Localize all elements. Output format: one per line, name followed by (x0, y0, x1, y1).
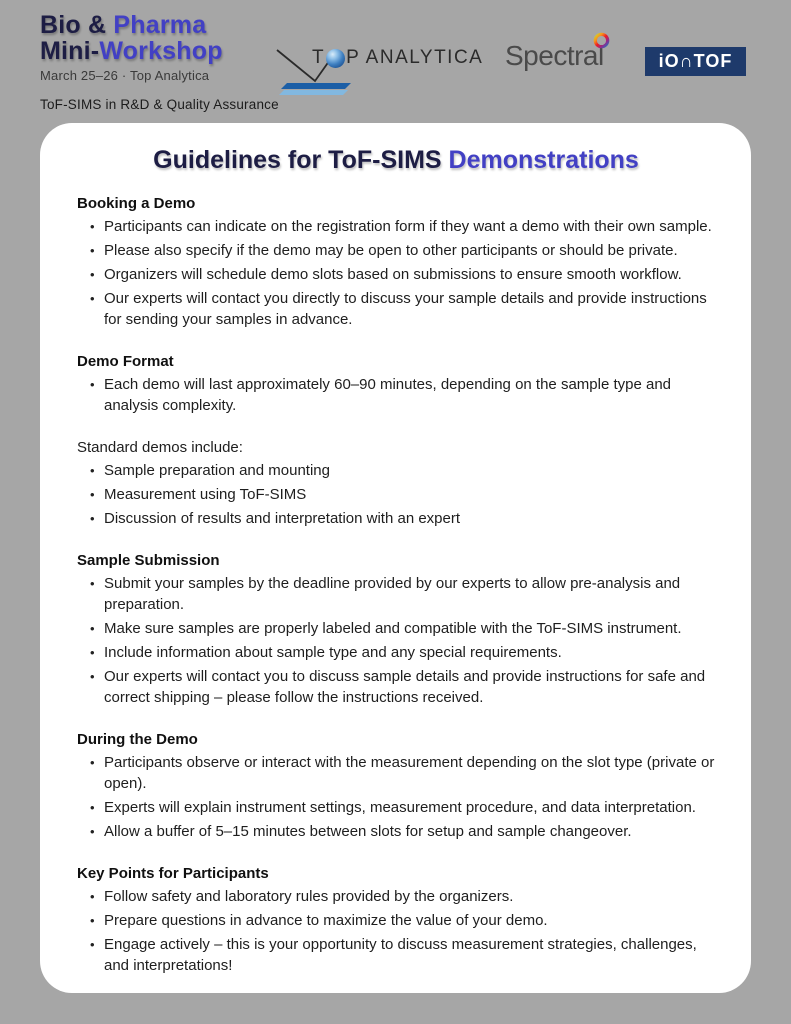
bullet-item: • Discussion of results and interpretation with an expert (77, 508, 715, 529)
document-section (77, 193, 715, 330)
bullet-item: • Our experts will contact you directly to discuss your sample details and provide instructions for sending your samples in advance. (77, 288, 715, 330)
workshop-title-line2-accent: Workshop (99, 37, 223, 65)
document-section (77, 863, 715, 976)
top-analytica-rest: P ANALYTICA (346, 47, 484, 68)
workshop-title-line1-accent: Pharma (113, 11, 207, 39)
bullet-item: • Allow a buffer of 5–15 minutes between slots for setup and sample changeover. (77, 821, 715, 842)
bullet-item: • Include information about sample type and any special requirements. (77, 642, 715, 663)
bullet-item: • Follow safety and laboratory rules provided by the organizers. (77, 886, 715, 907)
bullet-item: • Please also specify if the demo may be open to other participants or should be private. (77, 240, 715, 261)
section-heading: Key Points for Participants (77, 865, 269, 882)
page-title-accent: Demonstrations (448, 146, 639, 174)
section-intro: Standard demos include: (77, 439, 243, 456)
section-heading: Booking a Demo (77, 195, 196, 212)
iontof-wordmark: iO∩TOF (658, 51, 733, 71)
document-section (77, 729, 715, 842)
rainbow-ring-icon (593, 32, 610, 49)
workshop-date-venue: March 25–26 · Top Analytica (40, 68, 210, 83)
spectral-wordmark-stem: Spectra (505, 40, 598, 71)
document-section (77, 437, 715, 529)
section-heading: During the Demo (77, 731, 198, 748)
iontof-logo (645, 47, 746, 76)
bullet-list (77, 886, 715, 976)
page-header (0, 0, 791, 123)
bullet-item: • Experts will explain instrument settings, measurement procedure, and data interpretation. (77, 797, 715, 818)
bullet-list (77, 573, 715, 708)
spectral-logo (505, 40, 604, 72)
sphere-o-icon (326, 49, 345, 68)
bullet-list (77, 374, 715, 416)
document-section (77, 550, 715, 708)
bullet-item: • Our experts will contact you to discuss sample details and provide instructions for safe and correct shipping – please follow the instructions received. (77, 666, 715, 708)
bullet-item: • Engage actively – this is your opportunity to discuss measurement strategies, challenges, and interpretations! (77, 934, 715, 976)
spectral-wordmark-last: l (598, 40, 604, 71)
guidelines-card (40, 123, 751, 993)
bullet-item: • Sample preparation and mounting (77, 460, 715, 481)
bullet-item: • Submit your samples by the deadline provided by our experts to allow pre-analysis and preparation. (77, 573, 715, 615)
top-analytica-t: T (312, 47, 326, 68)
workshop-title-line1-dark: Bio & (40, 11, 114, 39)
bullet-list (77, 460, 715, 529)
sections (77, 193, 715, 976)
page-title-dark: Guidelines for ToF-SIMS (153, 146, 449, 174)
workshop-title-line1 (40, 12, 279, 38)
workshop-title-line2 (40, 38, 279, 64)
bullet-item: • Prepare questions in advance to maximize the value of your demo. (77, 910, 715, 931)
workshop-title-line2-dark: Mini- (40, 37, 100, 65)
bullet-item: • Each demo will last approximately 60–90 minutes, depending on the sample type and analysis complexity. (77, 374, 715, 416)
bullet-item: • Measurement using ToF-SIMS (77, 484, 715, 505)
top-analytica-wordmark (312, 47, 483, 69)
bullet-item: • Participants can indicate on the registration form if they want a demo with their own sample. (77, 216, 715, 237)
workshop-title (40, 12, 279, 64)
page-title (77, 145, 715, 175)
document-section (77, 351, 715, 416)
section-heading: Demo Format (77, 353, 174, 370)
workshop-brand (40, 12, 279, 112)
bullet-item: • Organizers will schedule demo slots based on submissions to ensure smooth workflow. (77, 264, 715, 285)
bullet-item: • Make sure samples are properly labeled and compatible with the ToF-SIMS instrument. (77, 618, 715, 639)
section-heading: Sample Submission (77, 552, 220, 569)
top-analytica-logo (275, 30, 484, 98)
bullet-list (77, 216, 715, 330)
bullet-list (77, 752, 715, 842)
workshop-tagline: ToF-SIMS in R&D & Quality Assurance (40, 97, 279, 112)
bullet-item: • Participants observe or interact with the measurement depending on the slot type (private or open). (77, 752, 715, 794)
